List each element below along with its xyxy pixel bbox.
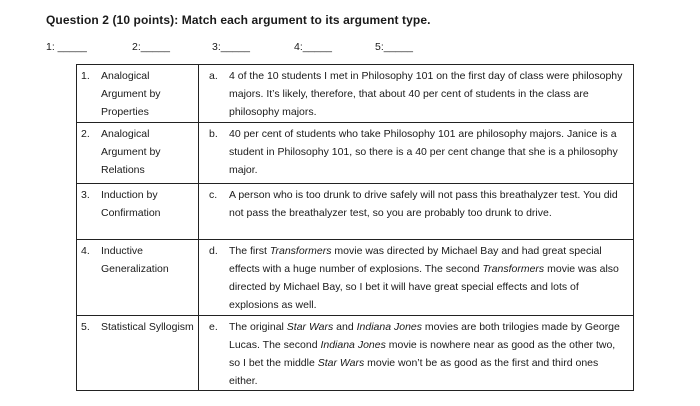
type-label: Inductive Generalization (101, 244, 169, 275)
answer-blank-4[interactable]: 4:_____ (294, 41, 332, 53)
argument-cell (199, 315, 634, 391)
type-number: 5. (81, 320, 90, 333)
answer-blank-5[interactable]: 5:_____ (375, 41, 413, 53)
table-row (77, 239, 634, 315)
argument-text: 4 of the 10 students I met in Philosophy 101 on the first day of class were philosophy majors. It’s likely, therefore, that about 40 per cent of students in the class are philosophy majors. (229, 70, 623, 119)
table-row (77, 183, 634, 239)
type-number: 2. (81, 127, 90, 140)
argument-cell (199, 183, 634, 239)
argument-cell (199, 65, 634, 123)
argument-text: A person who is too drunk to drive safely will not pass this breathalyzer test. You did not pass the breathalyzer test, so you are probably too drunk to drive. (229, 188, 618, 219)
argument-cell (199, 239, 634, 315)
argument-text: 40 per cent of students who take Philosophy 101 are philosophy majors. Janice is a student in Philosophy 101, so there is a 40 per cent change that she is a philosophy major. (229, 127, 618, 177)
argument-letter: d. (209, 244, 218, 257)
argument-type-cell (77, 122, 199, 183)
answer-blanks (46, 41, 426, 55)
type-number: 1. (81, 70, 90, 82)
argument-letter: a. (209, 70, 218, 82)
argument-type-cell (77, 65, 199, 123)
argument-cell (199, 122, 634, 183)
type-number: 4. (81, 244, 90, 257)
table-row (77, 65, 634, 123)
argument-type-cell (77, 239, 199, 315)
type-label: Induction by Confirmation (101, 188, 161, 219)
argument-text: The original Star Wars and Indiana Jones movies are both trilogies made by George Lucas. The second Indiana Jones movie is nowhere near as good as the other two, so I bet the middle Star Wars movie won’t be as good as the first and third ones either. (229, 320, 620, 388)
argument-letter: e. (209, 320, 218, 333)
table-row (77, 315, 634, 391)
argument-letter: b. (209, 127, 218, 140)
question-title: Question 2 (10 points): Match each argument to its argument type. (46, 13, 431, 27)
type-label: Analogical Argument by Properties (101, 70, 161, 119)
answer-blank-3[interactable]: 3:_____ (212, 41, 250, 53)
argument-type-cell (77, 315, 199, 391)
table-row (77, 122, 634, 183)
argument-letter: c. (209, 188, 218, 201)
matching-table (76, 64, 634, 391)
argument-type-cell (77, 183, 199, 239)
type-label: Analogical Argument by Relations (101, 127, 161, 177)
type-number: 3. (81, 188, 90, 201)
answer-blank-2[interactable]: 2:_____ (132, 41, 170, 53)
type-label: Statistical Syllogism (101, 320, 194, 333)
answer-blank-1[interactable]: 1: _____ (46, 41, 87, 53)
argument-text: The first Transformers movie was directed by Michael Bay and had great special effects with a huge number of explosions. The second Transformers movie was also directed by Michael Bay, so I bet it will have great special effects and lots of explosions as well. (229, 244, 619, 312)
